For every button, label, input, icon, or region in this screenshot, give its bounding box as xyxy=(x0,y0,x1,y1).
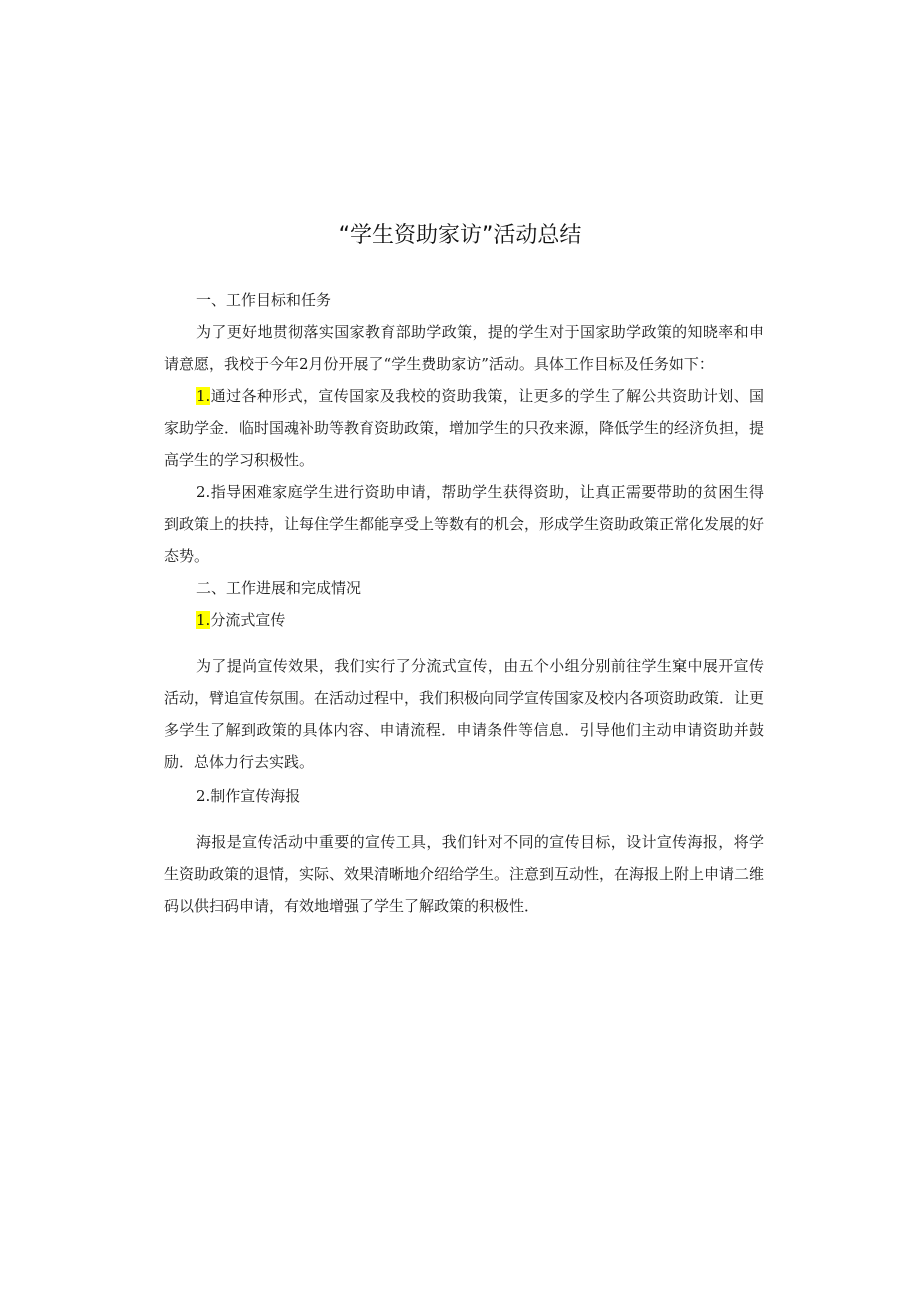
item-1-text: 通过各种形式，宣传国家及我校的资助我策，让更多的学生了解公共资助计划、国家助学金．临时国魂补助等教育资助政策，增加学生的只孜来源，降低学生的经济负担，提高学生的学习积极性。 xyxy=(164,387,765,469)
subsection-1-heading xyxy=(164,604,764,636)
subsection-1-paragraph: 为了提尚宣传效果，我们实行了分流式宣传，由五个小组分别前往学生窠中展开宣传活动，臂追宣传氛围。在活动过程中，我们积极向同学宣传国家及校内各项资助政策．让更多学生了解到政策的具体内容、申请流程．申请条件等信息．引导他们主动申请资助并鼓励．总体力行去实践。 xyxy=(164,657,765,771)
section-2-heading: 二、工作进展和完成情况 xyxy=(196,579,362,597)
section-1-item-2: 2.指导困难家庭学生进行资助申请，帮助学生获得资助，让真正需要带助的贫困生得到政策上的扶持，让每住学生都能享受上等数有的机会，形成学生资助政策正常化发展的好态势。 xyxy=(164,483,765,565)
subsection-1-number-highlight: 1. xyxy=(196,611,211,629)
section-1-item-1 xyxy=(164,380,764,476)
document-body xyxy=(164,284,764,922)
subsection-1-title: 分流式宣传 xyxy=(210,611,286,629)
item-1-number-highlight: 1. xyxy=(196,387,211,405)
subsection-2-heading: 2.制作宣传海报 xyxy=(196,787,301,805)
page-title: “学生资助家访”活动总结 xyxy=(338,223,582,248)
subsection-2-paragraph: 海报是宣传活动中重要的宣传工具，我们针对不同的宣传目标，设计宣传海报，将学生资助政策的退情，实际、效果清晰地介绍给学生。注意到互动性，在海报上附上申请二维码以供扫码申请，有效地增强了学生了解政策的积极性． xyxy=(164,833,765,915)
section-1-heading: 一、工作目标和任务 xyxy=(196,291,332,309)
section-1-intro: 为了更好地贯彻落实国家教育部助学政策，提的学生对于国家助学政策的知晓率和申请意愿，我校于今年2月份开展了“学生费助家访”活动。具体工作目标及任务如下： xyxy=(164,323,764,373)
